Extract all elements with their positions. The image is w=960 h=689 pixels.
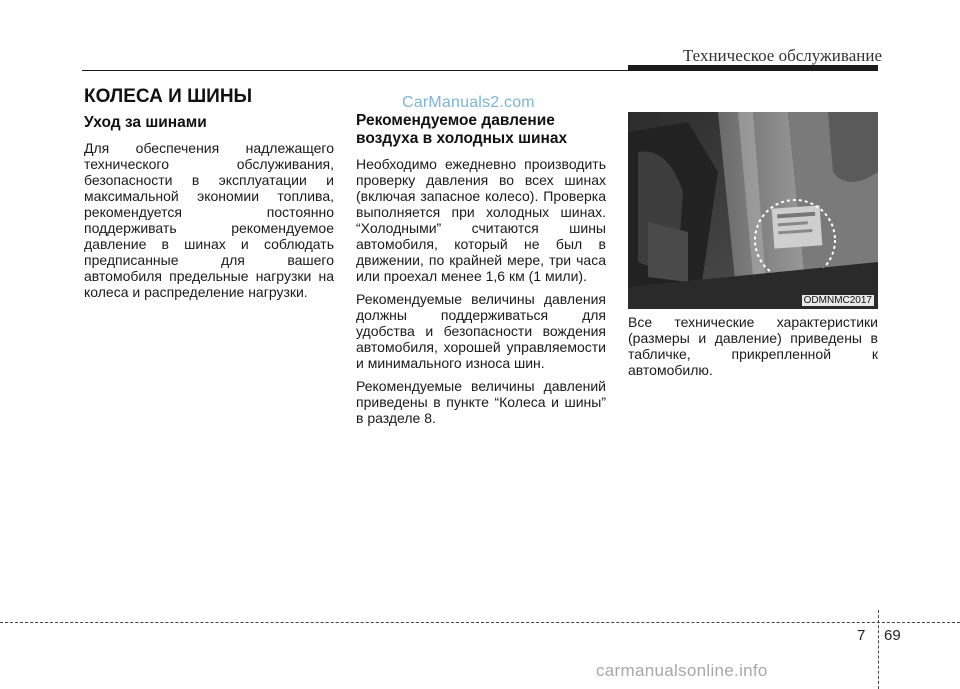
footer-rule — [0, 622, 960, 623]
header-title: Техническое обслуживание — [682, 46, 882, 65]
heading-tire-care: Уход за шинами — [84, 114, 207, 131]
figure-code: ODMNMC2017 — [803, 295, 872, 306]
paragraph-specs-label: Все технические характеристики (размеры и давление) приведены в табличке, прикрепленной к автомобилю. — [628, 314, 878, 378]
column-specs-label — [628, 314, 878, 385]
heading-cold-pressure: Рекомендуемое давление воздуха в холодных шинах — [356, 112, 568, 147]
column-tire-care — [84, 114, 334, 307]
paragraph-tire-care: Для обеспечения надлежащего технического обслуживания, безопасности в эксплуатации и максимальной экономии топлива, рекомендуется постоянно поддерживать рекомендуемое давление в шинах и соблюдать предписанные для вашего автомобиля предельные нагрузки на колеса и распределение нагрузки. — [84, 140, 334, 300]
paragraph-check-daily: Необходимо ежедневно производить проверку давления во всех шинах (включая запасное колесо). Проверка выполняется при холодных шинах. “Холодными” считаются шины автомобиля, который не был в движении, по крайней мере, три часа или проехал менее 1,6 км (1 мили). — [356, 156, 606, 284]
header-rule-thick — [628, 65, 878, 71]
footer-watermark[interactable]: carmanualsonline.info — [596, 661, 768, 680]
page-number: 69 — [884, 627, 901, 644]
figure-door-pillar-label — [628, 112, 878, 309]
door-pillar-photo — [628, 112, 878, 309]
column-cold-pressure — [356, 112, 606, 433]
watermark-link[interactable]: CarManuals2.com — [402, 94, 535, 111]
header-rule-thin — [82, 70, 630, 71]
page-chapter: 7 — [857, 627, 866, 644]
footer-vline — [878, 610, 879, 689]
paragraph-recommended-values: Рекомендуемые величины давления должны поддерживаться для удобства и безопасности вождения автомобиля, хорошей управляемости и минимального износа шин. — [356, 291, 606, 371]
paragraph-see-section-8: Рекомендуемые величины давлений приведены в пункте “Колеса и шины” в разделе 8. — [356, 378, 606, 426]
section-title: КОЛЕСА И ШИНЫ — [84, 86, 253, 107]
